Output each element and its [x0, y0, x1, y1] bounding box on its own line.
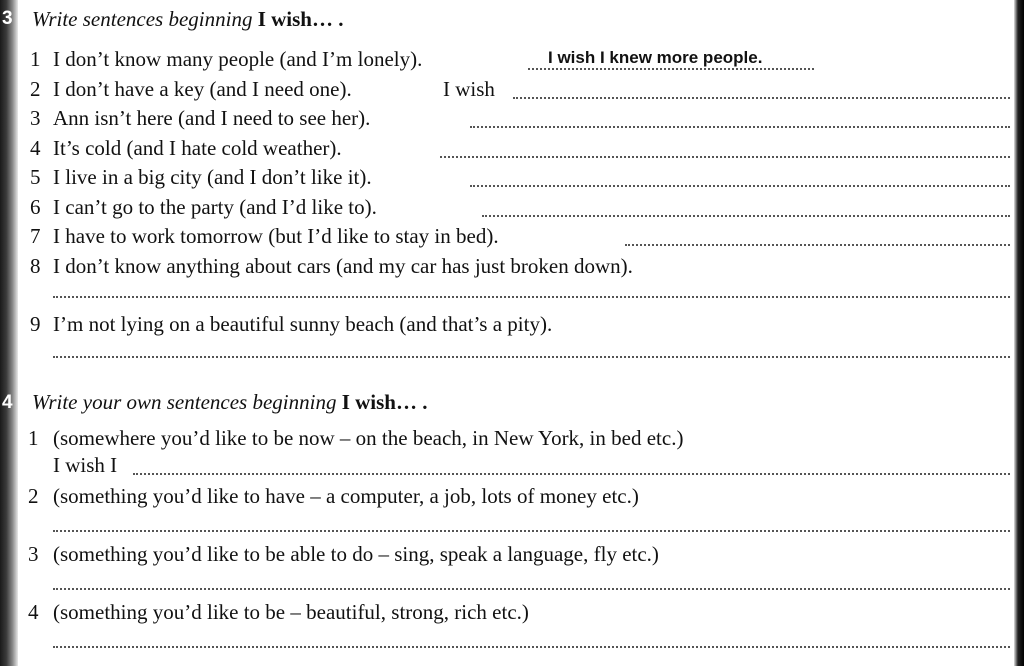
item-number: 6	[30, 195, 41, 219]
item-number: 7	[30, 224, 41, 248]
item-prompt: I’m not lying on a beautiful sunny beach (and that’s a pity).	[53, 312, 553, 336]
item-number: 3	[30, 106, 41, 130]
heading-keyword: I wish… .	[257, 7, 344, 31]
answer-line[interactable]	[53, 296, 1010, 298]
answer-line[interactable]	[53, 530, 1010, 532]
answer-line[interactable]	[470, 126, 1010, 128]
item-prompt: I don’t know many people (and I’m lonely).	[53, 47, 423, 71]
item-prompt: (something you’d like to be – beautiful, strong, rich etc.)	[53, 600, 529, 624]
answer-prefix: I wish I	[53, 453, 118, 477]
item-number: 2	[30, 77, 41, 101]
item-prompt: I don’t know anything about cars (and my car has just broken down).	[53, 254, 633, 278]
item-number: 1	[30, 47, 41, 71]
answer-line[interactable]	[53, 588, 1010, 590]
heading-instruction: Write your own sentences beginning	[32, 390, 337, 414]
item-number: 1	[28, 426, 39, 450]
item-prompt: (somewhere you’d like to be now – on the beach, in New York, in bed etc.)	[53, 426, 684, 450]
item-number: 9	[30, 312, 41, 336]
answer-line[interactable]	[470, 185, 1010, 187]
heading-instruction: Write sentences beginning	[32, 7, 253, 31]
item-prompt: Ann isn’t here (and I need to see her).	[53, 106, 371, 130]
item-prompt: I don’t have a key (and I need one).	[53, 77, 352, 101]
answer-prefix: I wish	[443, 77, 495, 101]
item-number: 4	[28, 600, 39, 624]
item-number: 4	[30, 136, 41, 160]
answer-line[interactable]	[440, 156, 1010, 158]
page-left-edge-shadow	[0, 0, 18, 666]
item-number: 3	[28, 542, 39, 566]
item-prompt: I can’t go to the party (and I’d like to).	[53, 195, 377, 219]
page-right-edge-shadow	[1014, 0, 1024, 666]
item-prompt: I have to work tomorrow (but I’d like to stay in bed).	[53, 224, 499, 248]
answer-line[interactable]	[528, 68, 814, 70]
answer-line[interactable]	[53, 646, 1010, 648]
exercise-heading	[32, 7, 343, 32]
heading-keyword: I wish… .	[341, 390, 428, 414]
item-number: 8	[30, 254, 41, 278]
item-prompt: It’s cold (and I hate cold weather).	[53, 136, 342, 160]
item-prompt: (something you’d like to have – a computer, a job, lots of money etc.)	[53, 484, 639, 508]
example-answer: I wish I knew more people.	[548, 48, 763, 67]
item-prompt: I live in a big city (and I don’t like it).	[53, 165, 372, 189]
item-prompt: (something you’d like to be able to do – sing, speak a language, fly etc.)	[53, 542, 659, 566]
answer-line[interactable]	[482, 215, 1010, 217]
exercise-number: 3	[2, 8, 13, 29]
exercise-heading	[32, 390, 427, 415]
answer-line[interactable]	[513, 97, 1010, 99]
answer-line[interactable]	[133, 473, 1010, 475]
answer-line[interactable]	[625, 244, 1010, 246]
answer-line[interactable]	[53, 356, 1010, 358]
exercise-number: 4	[2, 392, 13, 413]
item-number: 2	[28, 484, 39, 508]
item-number: 5	[30, 165, 41, 189]
